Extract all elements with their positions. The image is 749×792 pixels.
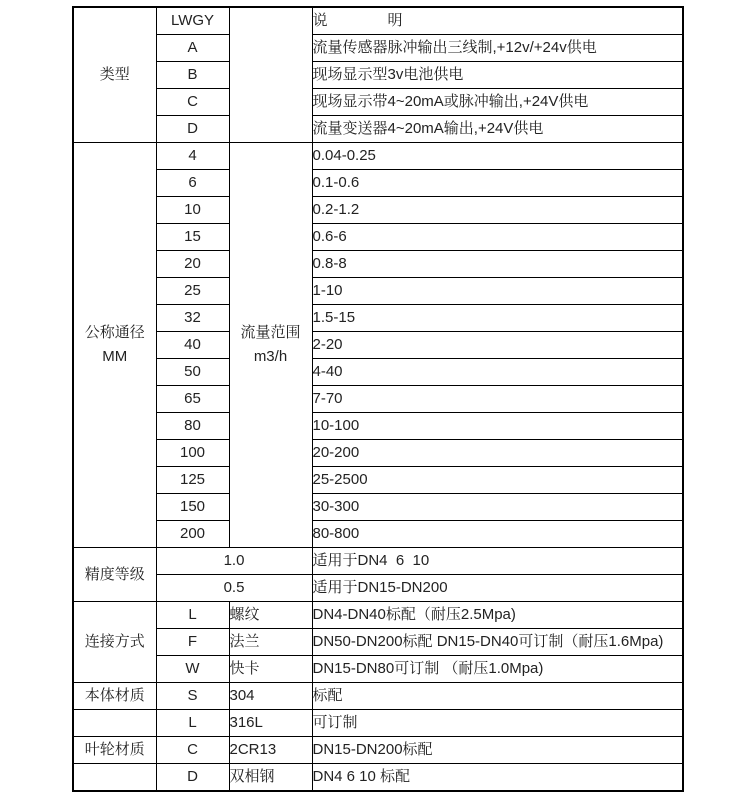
table-row: [73, 116, 683, 143]
table-row: [73, 143, 683, 170]
table-row: [73, 413, 683, 440]
range-cell: 0.8-8: [312, 251, 683, 278]
impeller-material-code-cell: D: [156, 764, 229, 792]
type-section-label: 类型: [73, 7, 156, 143]
table-row: [73, 494, 683, 521]
range-cell: 10-100: [312, 413, 683, 440]
table-row: [73, 629, 683, 656]
table-row: [73, 602, 683, 629]
impeller-material-desc-cell: DN4 6 10 标配: [312, 764, 683, 792]
flow-label-line2: m3/h: [253, 348, 288, 365]
body-material-name-cell: 304: [229, 683, 312, 710]
table-row: [73, 440, 683, 467]
table-row: [73, 764, 683, 792]
connection-name-cell: 快卡: [229, 656, 312, 683]
diameter-label-line1: 公称通径: [84, 324, 145, 341]
size-cell: 6: [156, 170, 229, 197]
size-cell: 10: [156, 197, 229, 224]
size-cell: 32: [156, 305, 229, 332]
table-row: [73, 62, 683, 89]
empty-cell: [73, 764, 156, 792]
diameter-section-label: [73, 143, 156, 548]
range-cell: 0.6-6: [312, 224, 683, 251]
connection-desc-cell: DN50-DN200标配 DN15-DN40可订制（耐压1.6Mpa): [312, 629, 683, 656]
type-desc-cell: 现场显示带4~20mA或脉冲输出,+24V供电: [312, 89, 683, 116]
body-material-desc-cell: 标配: [312, 683, 683, 710]
table-row: [73, 89, 683, 116]
type-desc-cell: 流量变送器4~20mA输出,+24V供电: [312, 116, 683, 143]
accuracy-desc-cell: 适用于DN15-DN200: [312, 575, 683, 602]
connection-code-cell: W: [156, 656, 229, 683]
empty-cell: [73, 710, 156, 737]
connection-name-cell: 法兰: [229, 629, 312, 656]
connection-code-cell: F: [156, 629, 229, 656]
size-cell: 65: [156, 386, 229, 413]
range-cell: 7-70: [312, 386, 683, 413]
range-cell: 80-800: [312, 521, 683, 548]
type-code-cell: A: [156, 35, 229, 62]
size-cell: 50: [156, 359, 229, 386]
impeller-material-name-cell: 双相钢: [229, 764, 312, 792]
type-desc-cell: 现场显示型3v电池供电: [312, 62, 683, 89]
table-row: [73, 467, 683, 494]
table-row: [73, 521, 683, 548]
table-row: [73, 224, 683, 251]
range-cell: 0.04-0.25: [312, 143, 683, 170]
range-cell: 2-20: [312, 332, 683, 359]
table-row: [73, 386, 683, 413]
table-row: [73, 710, 683, 737]
connection-code-cell: L: [156, 602, 229, 629]
impeller-material-code-cell: C: [156, 737, 229, 764]
range-cell: 25-2500: [312, 467, 683, 494]
table-row: [73, 170, 683, 197]
size-cell: 80: [156, 413, 229, 440]
accuracy-grade-cell: 1.0: [156, 548, 312, 575]
description-header: 说 明: [312, 7, 683, 35]
table-row: [73, 7, 683, 35]
body-material-desc-cell: 可订制: [312, 710, 683, 737]
size-cell: 100: [156, 440, 229, 467]
size-cell: 15: [156, 224, 229, 251]
table-row: [73, 197, 683, 224]
size-cell: 4: [156, 143, 229, 170]
type-desc-cell: 流量传感器脉冲输出三线制,+12v/+24v供电: [312, 35, 683, 62]
accuracy-desc-cell: 适用于DN4 6 10: [312, 548, 683, 575]
size-cell: 200: [156, 521, 229, 548]
connection-section-label: 连接方式: [73, 602, 156, 683]
model-code-header: LWGY: [156, 7, 229, 35]
size-cell: 150: [156, 494, 229, 521]
table-row: [73, 35, 683, 62]
type-code-cell: B: [156, 62, 229, 89]
range-cell: 1.5-15: [312, 305, 683, 332]
type-code-cell: D: [156, 116, 229, 143]
accuracy-grade-cell: 0.5: [156, 575, 312, 602]
range-cell: 4-40: [312, 359, 683, 386]
flow-label-line1: 流量范围: [240, 324, 301, 341]
accuracy-section-label: 精度等级: [73, 548, 156, 602]
table-row: [73, 332, 683, 359]
size-cell: 40: [156, 332, 229, 359]
range-cell: 20-200: [312, 440, 683, 467]
size-cell: 20: [156, 251, 229, 278]
body-material-code-cell: L: [156, 710, 229, 737]
impeller-material-desc-cell: DN15-DN200标配: [312, 737, 683, 764]
connection-name-cell: 螺纹: [229, 602, 312, 629]
body-material-name-cell: 316L: [229, 710, 312, 737]
table-row: [73, 575, 683, 602]
connection-desc-cell: DN15-DN80可订制 （耐压1.0Mpa): [312, 656, 683, 683]
range-cell: 0.2-1.2: [312, 197, 683, 224]
impeller-material-section-label: 叶轮材质: [73, 737, 156, 764]
table-row: [73, 656, 683, 683]
range-cell: 1-10: [312, 278, 683, 305]
table-row: [73, 359, 683, 386]
table-row: [73, 305, 683, 332]
table-row: [73, 737, 683, 764]
body-material-section-label: 本体材质: [73, 683, 156, 710]
impeller-material-name-cell: 2CR13: [229, 737, 312, 764]
table-row: [73, 683, 683, 710]
size-cell: 125: [156, 467, 229, 494]
table-row: [73, 278, 683, 305]
size-cell: 25: [156, 278, 229, 305]
flow-range-label: [229, 143, 312, 548]
type-code-cell: C: [156, 89, 229, 116]
diameter-label-line2: MM: [102, 348, 128, 365]
range-cell: 0.1-0.6: [312, 170, 683, 197]
flowmeter-spec-table: [72, 6, 684, 792]
range-cell: 30-300: [312, 494, 683, 521]
body-material-code-cell: S: [156, 683, 229, 710]
connection-desc-cell: DN4-DN40标配（耐压2.5Mpa): [312, 602, 683, 629]
table-row: [73, 251, 683, 278]
table-row: [73, 548, 683, 575]
empty-cell: [229, 7, 312, 143]
